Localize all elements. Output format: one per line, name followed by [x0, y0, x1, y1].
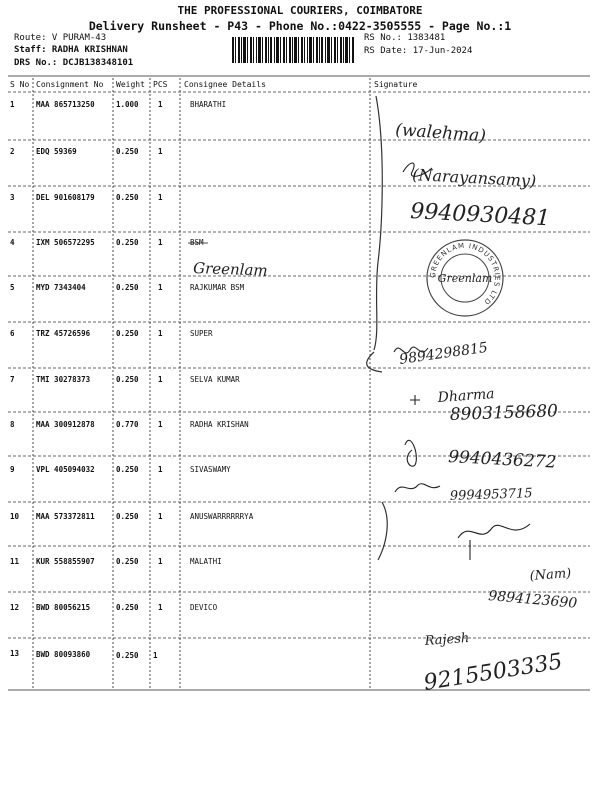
handwritten-phone-7: 8903158680 [449, 401, 559, 425]
cell-consignee: SELVA KUMAR [190, 375, 240, 384]
cell-pcs: 1 [153, 651, 158, 660]
cell-pcs: 1 [158, 147, 163, 156]
cell-consignment: VPL 405094032 [36, 465, 95, 474]
cell-weight: 0.250 [116, 651, 139, 660]
cell-sno: 1 [10, 100, 15, 109]
table-row [10, 649, 158, 660]
handwritten-name-7: Dharma [437, 386, 496, 406]
cell-consignee: RADHA KRISHAN [190, 420, 249, 429]
cell-pcs: 1 [158, 603, 163, 612]
cell-consignee: BSM [190, 238, 204, 247]
cell-consignee: MALATHI [190, 557, 222, 566]
cell-consignment: TRZ 45726596 [36, 329, 91, 338]
table-row [10, 512, 254, 521]
cell-sno: 5 [10, 283, 15, 292]
cell-pcs: 1 [158, 238, 163, 247]
cell-sno: 3 [10, 193, 15, 202]
cell-pcs: 1 [158, 193, 163, 202]
cell-consignee: BHARATHI [190, 100, 227, 109]
cell-consignment: MAA 573372811 [36, 512, 95, 521]
col-header-consignee: Consignee Details [184, 80, 266, 89]
cell-weight: 0.250 [116, 193, 139, 202]
cell-sno: 11 [10, 557, 20, 566]
cell-pcs: 1 [158, 465, 163, 474]
handwritten-name-11: (Nam) [529, 566, 572, 584]
table-row [10, 465, 231, 474]
cell-consignee: SUPER [190, 329, 213, 338]
col-header-pcs: PCS [153, 80, 168, 89]
handwritten-phone-13: 9215503335 [422, 649, 565, 696]
table-row [10, 557, 222, 566]
col-header-sno: S No [10, 80, 30, 89]
handwritten-greenlam: Greenlam [192, 259, 268, 280]
cell-weight: 0.250 [116, 283, 139, 292]
table-row [10, 420, 249, 429]
cell-consignment: KUR 558855907 [36, 557, 95, 566]
col-header-weight: Weight [116, 80, 145, 89]
table-row [10, 603, 218, 612]
cell-pcs: 1 [158, 375, 163, 384]
cell-pcs: 1 [158, 283, 163, 292]
cell-consignee: ANUSWARRRRRRYA [190, 512, 254, 521]
scribble-row7 [410, 395, 420, 405]
rs-date: RS Date: 17-Jun-2024 [364, 46, 473, 56]
cell-consignment: BWD 80093860 [36, 650, 91, 659]
cell-sno: 10 [10, 512, 20, 521]
table-row [10, 100, 226, 109]
cell-sno: 9 [10, 465, 15, 474]
cell-consignment: EDQ 59369 [36, 147, 77, 156]
route-text: Route: V PURAM-43 [14, 33, 107, 43]
stamp-ring-text: GREENLAM INDUSTRIES LTD [428, 241, 502, 307]
table-row [10, 375, 240, 384]
scribble-row9 [395, 484, 440, 492]
cell-consignment: BWD 80056215 [36, 603, 91, 612]
cell-consignment: MAA 300912878 [36, 420, 95, 429]
cell-consignment: MYD 7343404 [36, 283, 86, 292]
cell-sno: 2 [10, 147, 15, 156]
cell-sno: 6 [10, 329, 15, 338]
cell-weight: 0.770 [116, 420, 139, 429]
cell-pcs: 1 [158, 100, 163, 109]
handwritten-signature-2: (Narayansamy) [411, 165, 537, 191]
cell-weight: 0.250 [116, 375, 139, 384]
handwritten-phone-11: 9894123690 [487, 588, 578, 612]
cell-sno: 4 [10, 238, 15, 247]
handwritten-signature-1: (walehma) [394, 120, 487, 147]
handwritten-phone-8: 9940436272 [447, 447, 557, 473]
scribble-row10 [458, 524, 530, 538]
cell-weight: 0.250 [116, 512, 139, 521]
scribble-row8 [405, 440, 416, 466]
page-title: THE PROFESSIONAL COURIERS, COIMBATORE [177, 4, 423, 17]
runsheet-subtitle: Delivery Runsheet - P43 - Phone No.:0422-3505555 - Page No.:1 [88, 19, 512, 33]
cell-consignee: RAJKUMAR BSM [190, 283, 245, 292]
cell-consignment: DEL 901608179 [36, 193, 95, 202]
cell-weight: 0.250 [116, 329, 139, 338]
cell-consignee: DEVICO [190, 603, 218, 612]
handwritten-phone-9: 9994953715 [449, 486, 533, 504]
cell-consignment: MAA 865713250 [36, 100, 95, 109]
cell-pcs: 1 [158, 512, 163, 521]
table-row [10, 283, 245, 292]
cell-consignee: SIVASWAMY [190, 465, 231, 474]
handwritten-phone-6: 9894298815 [398, 339, 489, 368]
cell-pcs: 1 [158, 557, 163, 566]
stamp-center-text: Greenlam [437, 272, 493, 285]
cell-weight: 0.250 [116, 238, 139, 247]
cell-weight: 0.250 [116, 603, 139, 612]
cell-weight: 0.250 [116, 465, 139, 474]
handwritten-name-12: Rajesh [424, 630, 470, 649]
rs-number: RS No.: 1383481 [364, 33, 446, 43]
table-row [10, 329, 213, 338]
cell-sno: 8 [10, 420, 15, 429]
staff-text: Staff: RADHA KRISHNAN [14, 45, 128, 55]
drs-number: DRS No.: DCJB138348101 [14, 58, 134, 68]
cell-pcs: 1 [158, 329, 163, 338]
company-stamp [425, 238, 505, 318]
cell-weight: 0.250 [116, 147, 139, 156]
cell-consignment: IXM 506572295 [36, 238, 95, 247]
cell-consignment: TMI 30278373 [36, 375, 91, 384]
cell-sno: 7 [10, 375, 15, 384]
cell-sno: 12 [10, 603, 20, 612]
handwritten-phone-3: 9940930481 [409, 199, 551, 232]
cell-sno: 13 [10, 649, 20, 658]
col-header-signature: Signature [374, 80, 418, 89]
cell-weight: 1.000 [116, 100, 139, 109]
cell-pcs: 1 [158, 420, 163, 429]
cell-weight: 0.250 [116, 557, 139, 566]
col-header-consignment: Consignment No [36, 80, 104, 89]
table-row [10, 238, 208, 247]
